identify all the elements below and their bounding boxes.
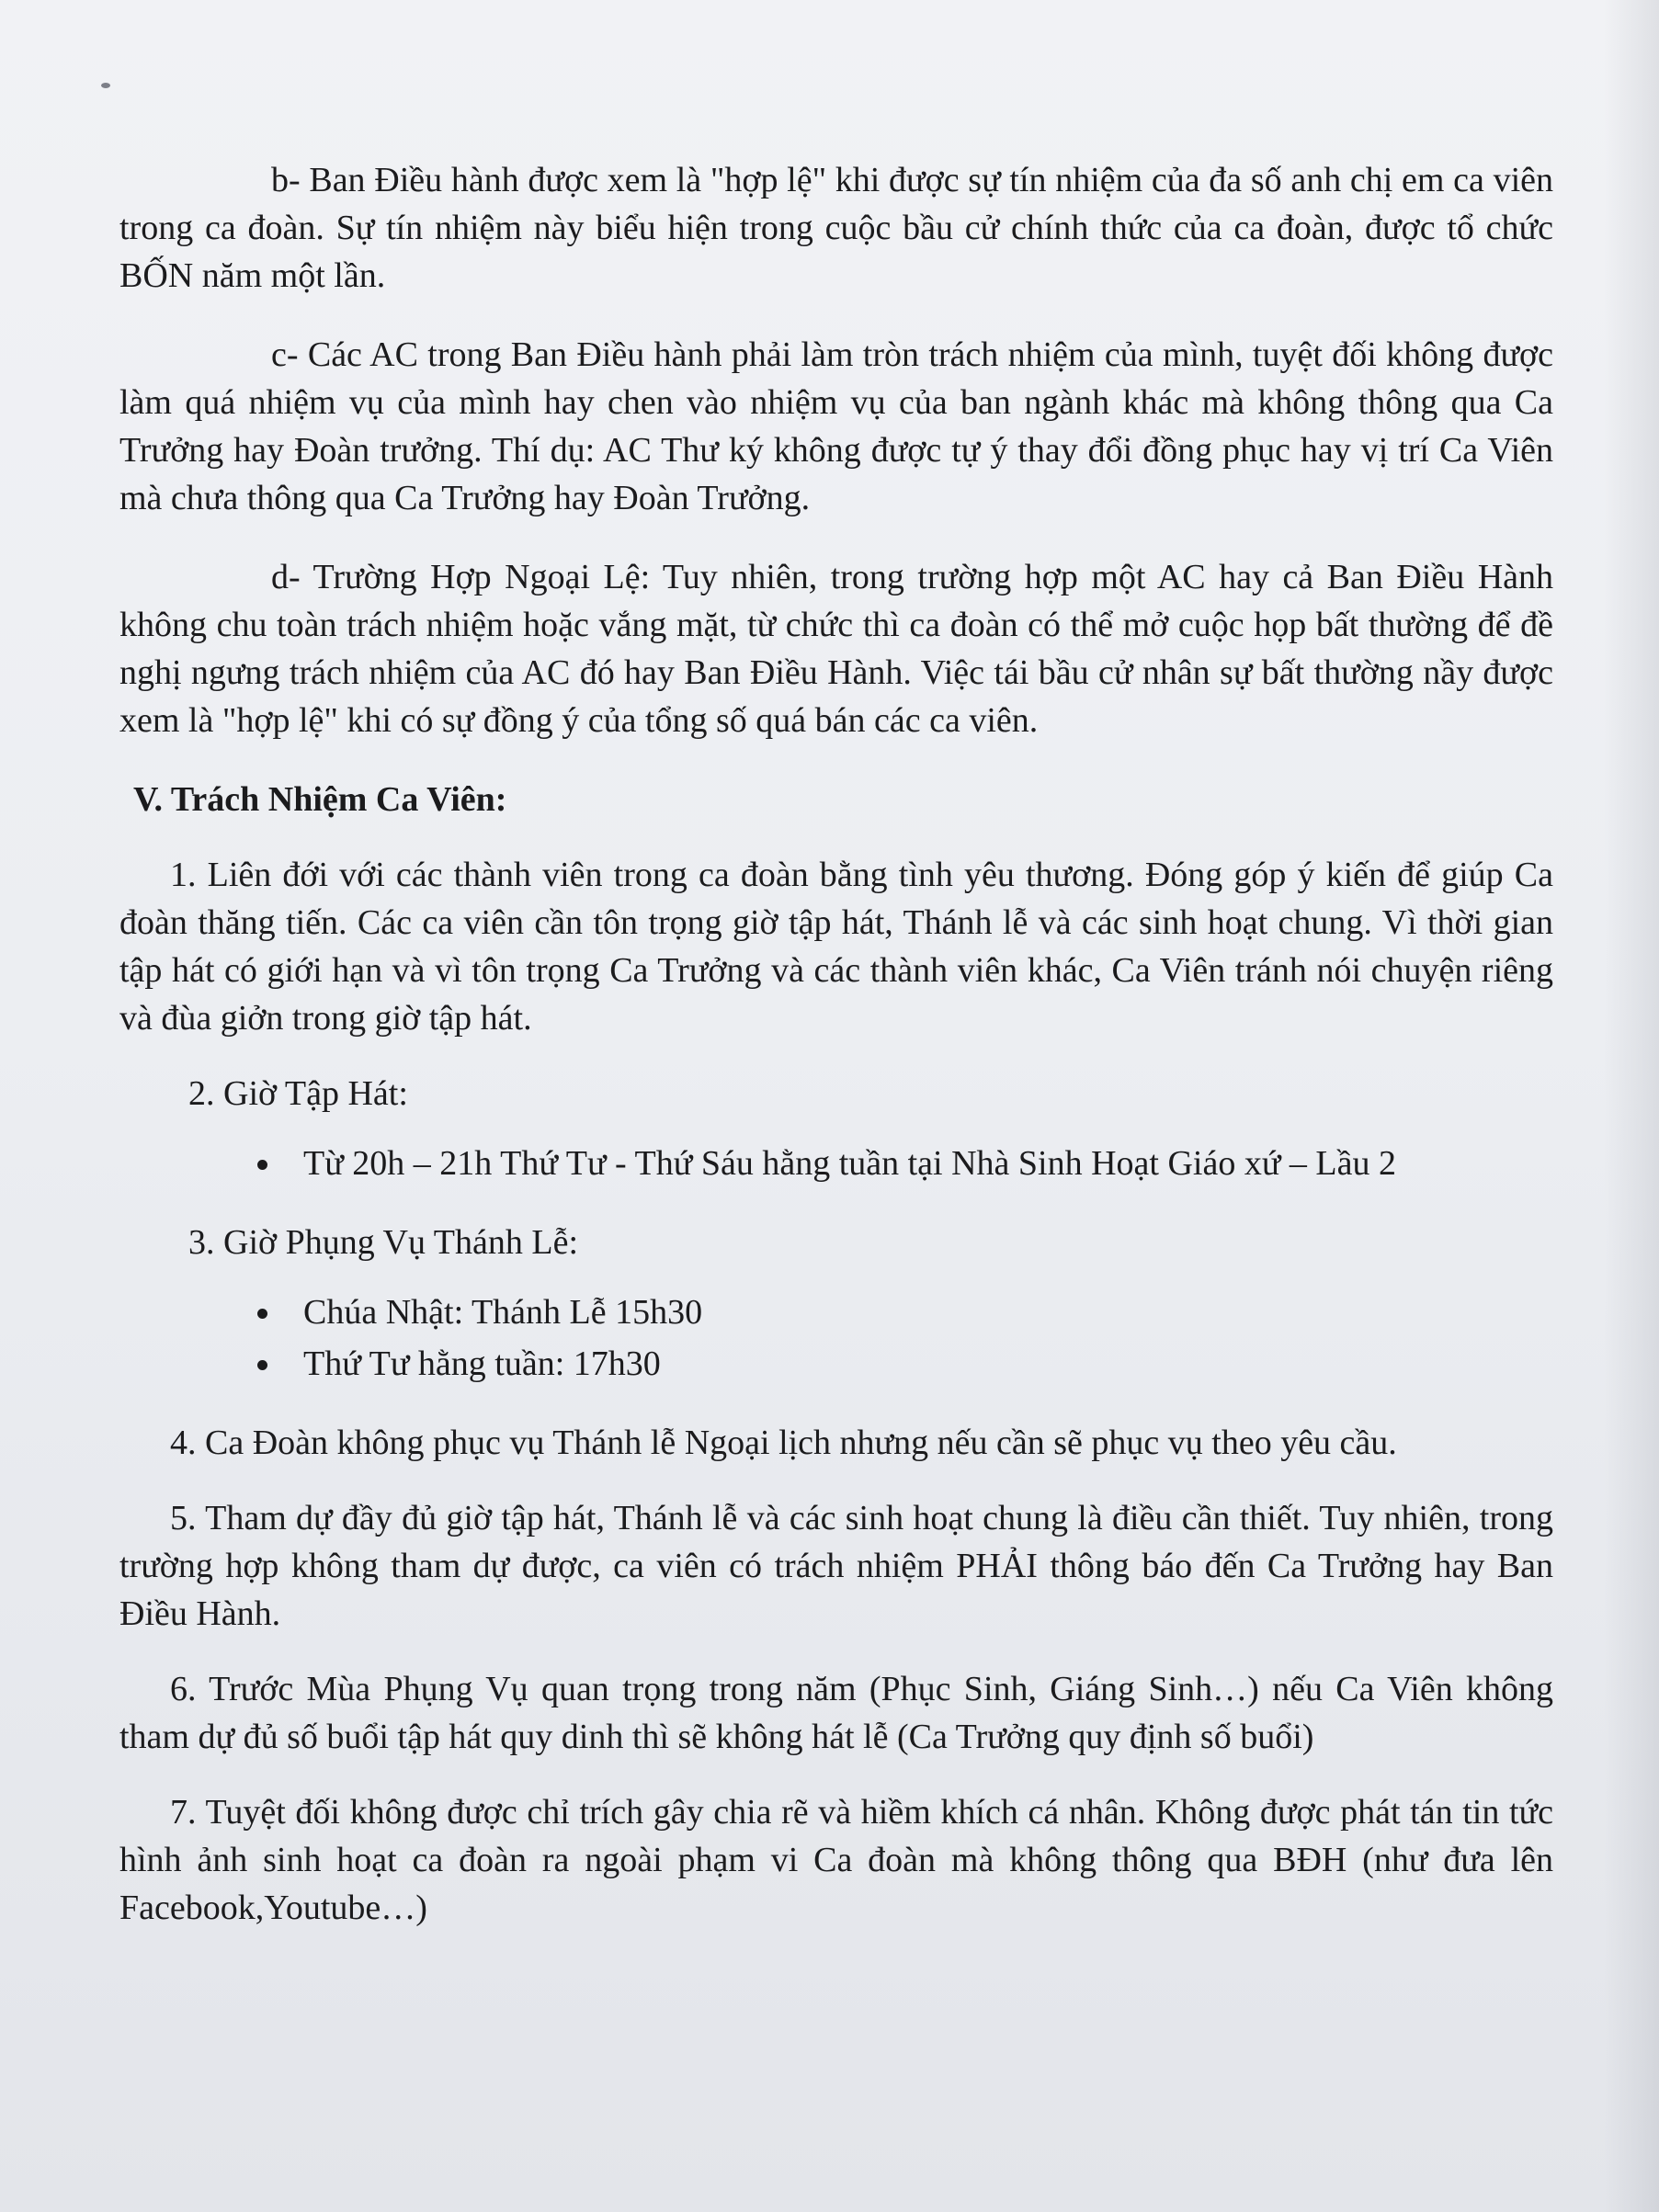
document-body	[119, 156, 1553, 1959]
item-7: 7. Tuyệt đối không được chỉ trích gây chia rẽ và hiềm khích cá nhân. Không được phát tán tin tức hình ảnh sinh hoạt ca đoàn ra ngoài phạm vi Ca đoàn mà không thông qua BĐH (như đưa lên Facebook,Youtube…)	[119, 1793, 1553, 1927]
paragraph-b: b- Ban Điều hành được xem là "hợp lệ" khi được sự tín nhiệm của đa số anh chị em ca viên trong ca đoàn. Sự tín nhiệm này biểu hiện trong cuộc bầu cử chính thức của ca đoàn, được tổ chức BỐN năm một lần.	[119, 161, 1553, 295]
bullet-icon	[257, 1160, 267, 1170]
bullet-text: Thứ Tư hằng tuần: 17h30	[303, 1344, 661, 1383]
bullet-icon	[257, 1360, 267, 1370]
item-2-label: 2. Giờ Tập Hát:	[188, 1074, 408, 1113]
page-shadow	[1604, 0, 1659, 2212]
paper-speck	[101, 83, 110, 88]
bullet-item	[303, 1140, 1553, 1187]
paragraph-c: c- Các AC trong Ban Điều hành phải làm tròn trách nhiệm của mình, tuyệt đối không được làm quá nhiệm vụ của mình hay chen vào nhiệm vụ của ban ngành khác mà không thông qua Ca Trưởng hay Đoàn trưởng. Thí dụ: AC Thư ký không được tự ý thay đổi đồng phục hay vị trí Ca Viên mà chưa thông qua Ca Trưởng hay Đoàn Trưởng.	[119, 335, 1553, 517]
bullet-item	[303, 1288, 1553, 1336]
item-4: 4. Ca Đoàn không phục vụ Thánh lễ Ngoại lịch nhưng nếu cần sẽ phục vụ theo yêu cầu.	[170, 1424, 1397, 1462]
item-6: 6. Trước Mùa Phụng Vụ quan trọng trong năm (Phục Sinh, Giáng Sinh…) nếu Ca Viên không tham dự đủ số buổi tập hát quy dinh thì sẽ không hát lễ (Ca Trưởng quy định số buổi)	[119, 1670, 1553, 1756]
item-3-label: 3. Giờ Phụng Vụ Thánh Lễ:	[188, 1223, 579, 1262]
item-5: 5. Tham dự đầy đủ giờ tập hát, Thánh lễ và các sinh hoạt chung là điều cần thiết. Tuy nhiên, trong trường hợp không tham dự được, ca viên có trách nhiệm PHẢI thông báo đến Ca Trưởng hay Ban Điều Hành.	[119, 1499, 1553, 1633]
item-2-bullets	[119, 1140, 1553, 1187]
paragraph-d: d- Trường Hợp Ngoại Lệ: Tuy nhiên, trong trường hợp một AC hay cả Ban Điều Hành không chu toàn trách nhiệm hoặc vắng mặt, từ chức thì ca đoàn có thể mở cuộc họp bất thường để đề nghị ngưng trách nhiệm của AC đó hay Ban Điều Hành. Việc tái bầu cử nhân sự bất thường nầy được xem là "hợp lệ" khi có sự đồng ý của tổng số quá bán các ca viên.	[119, 558, 1553, 740]
section-heading: V. Trách Nhiệm Ca Viên:	[133, 780, 507, 819]
bullet-item	[303, 1340, 1553, 1388]
bullet-icon	[257, 1309, 267, 1319]
bullet-text: Từ 20h – 21h Thứ Tư - Thứ Sáu hằng tuần tại Nhà Sinh Hoạt Giáo xứ – Lầu 2	[303, 1144, 1397, 1183]
item-1: 1. Liên đới với các thành viên trong ca đoàn bằng tình yêu thương. Đóng góp ý kiến để giúp Ca đoàn thăng tiến. Các ca viên cần tôn trọng giờ tập hát, Thánh lễ và các sinh hoạt chung. Vì thời gian tập hát có giới hạn và vì tôn trọng Ca Trưởng và các thành viên khác, Ca Viên tránh nói chuyện riêng và đùa giởn trong giờ tập hát.	[119, 856, 1553, 1038]
item-3-bullets	[119, 1288, 1553, 1388]
bullet-text: Chúa Nhật: Thánh Lễ 15h30	[303, 1293, 703, 1332]
